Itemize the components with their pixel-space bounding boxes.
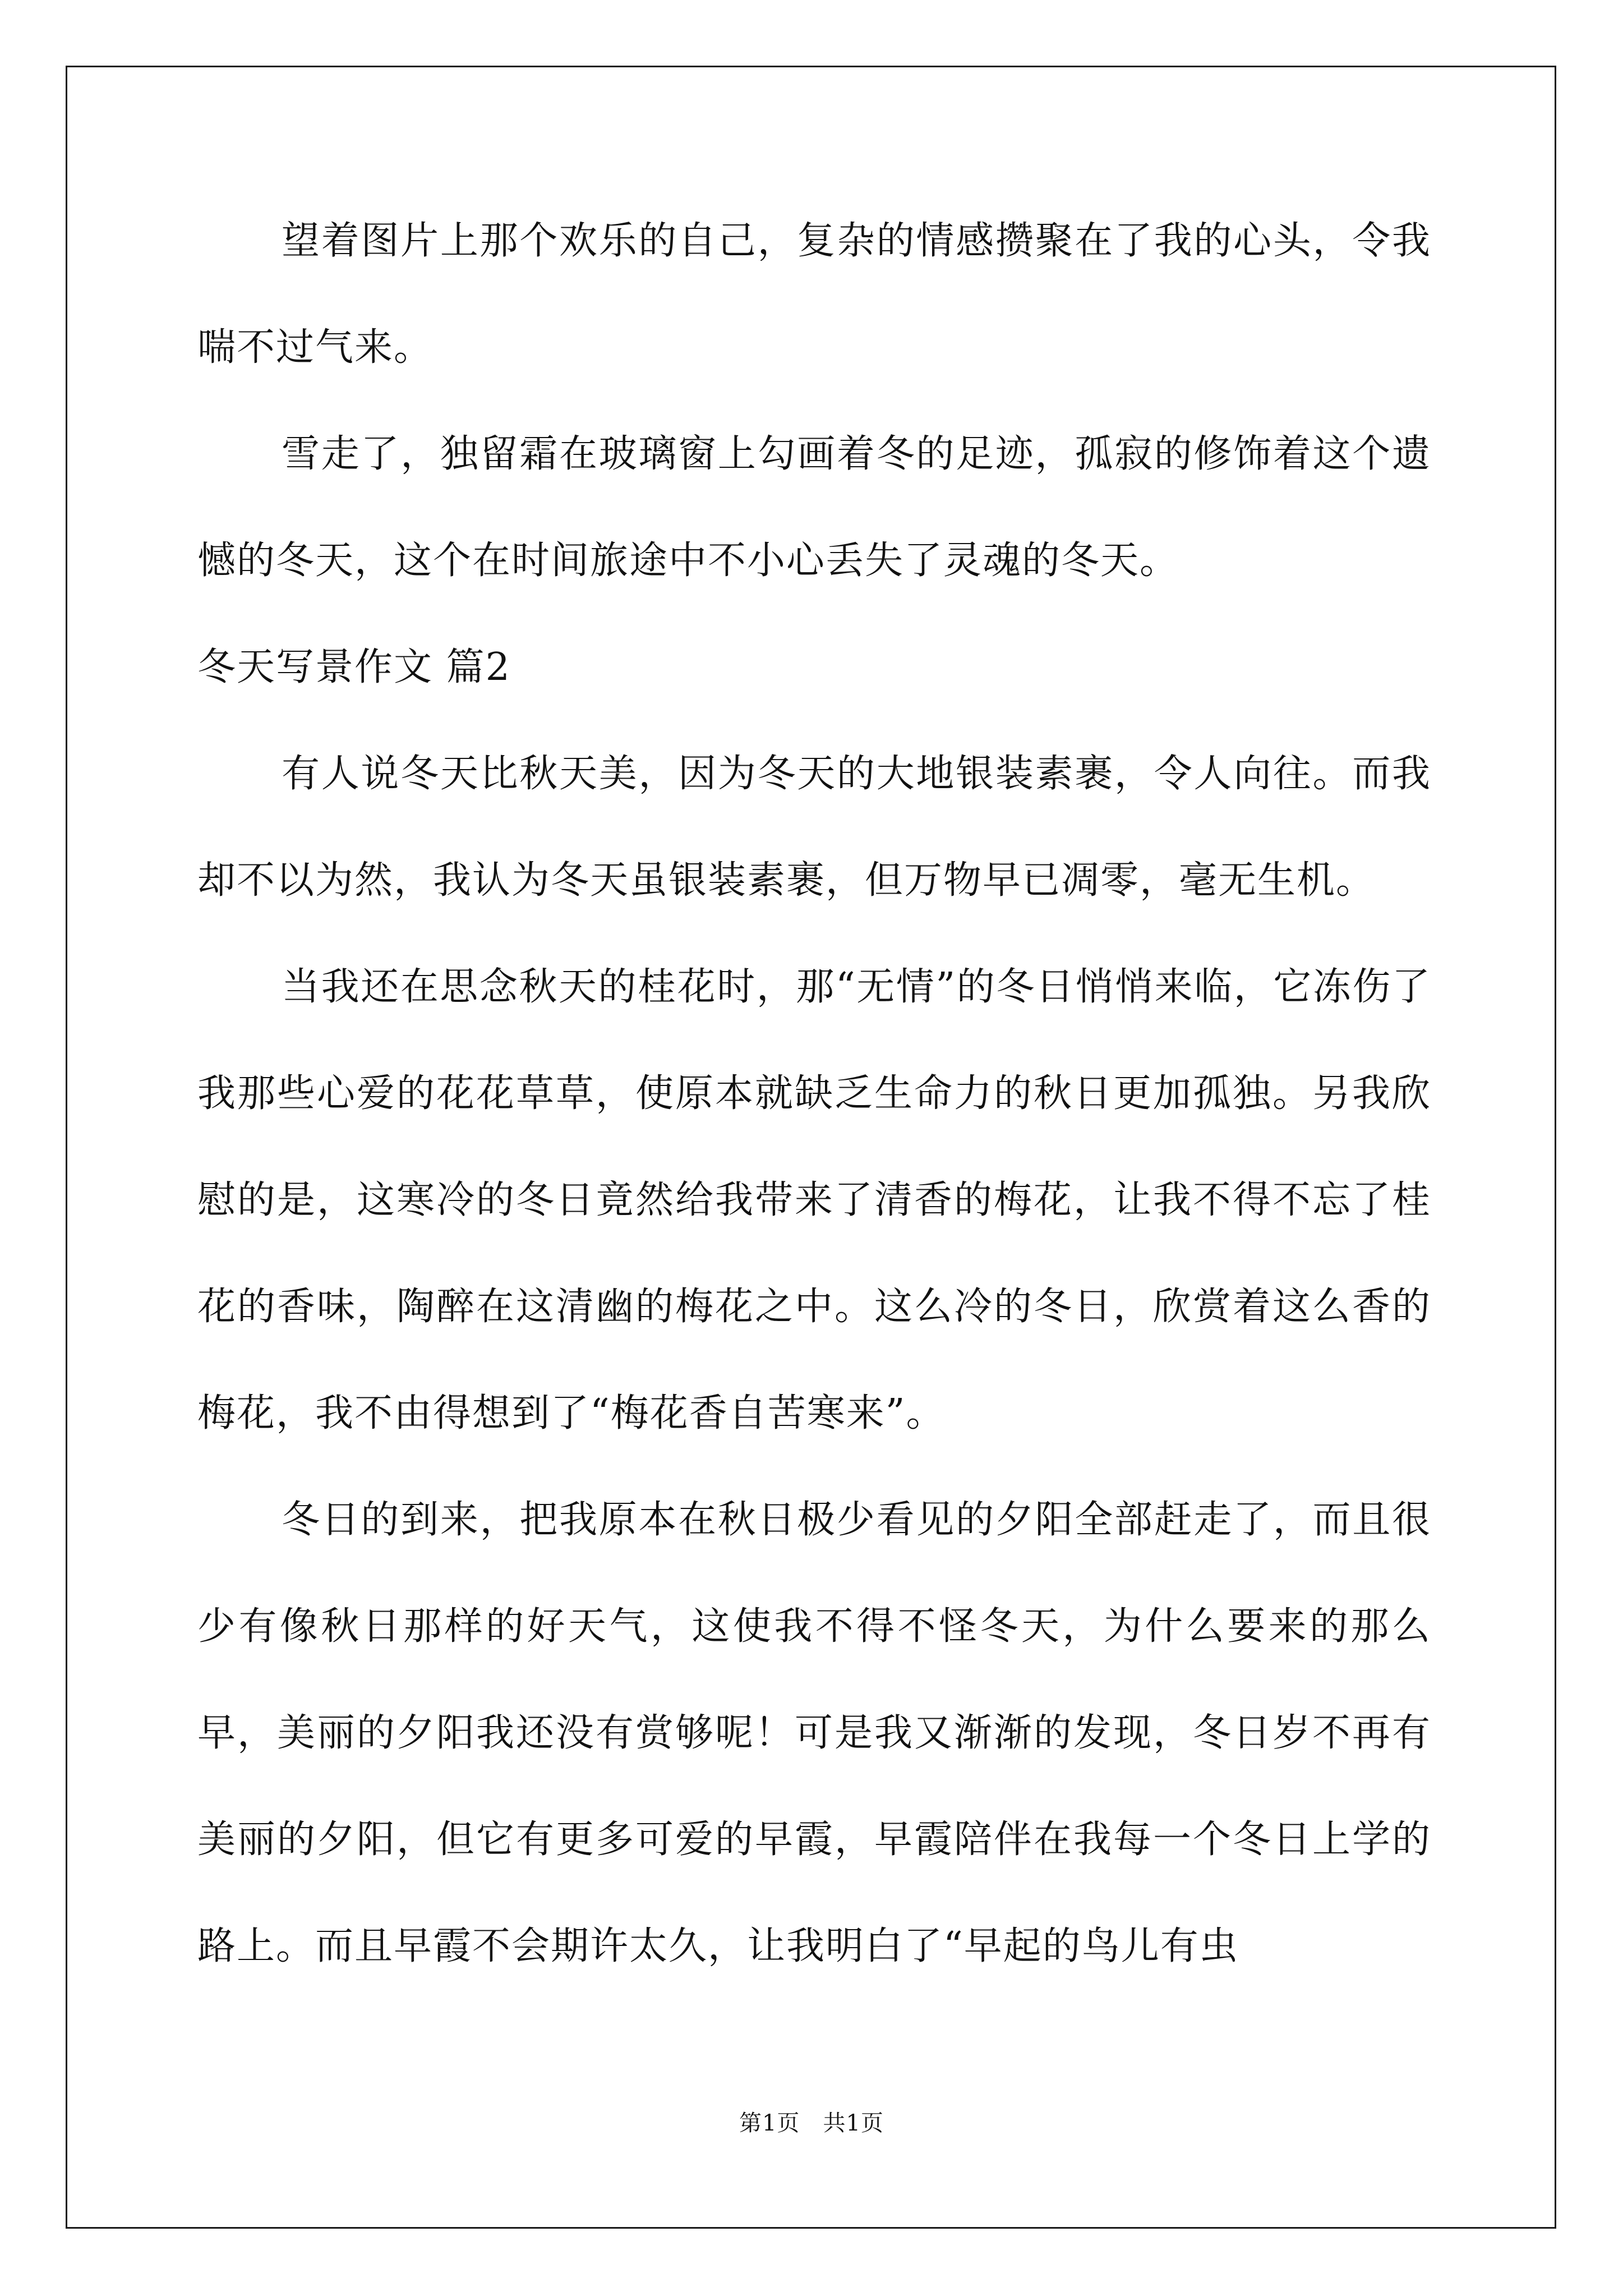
paragraph: 冬日的到来，把我原本在秋日极少看见的夕阳全部赶走了，而且很少有像秋日那样的好天气，这使我不得不怪冬天，为什么要来的那么早，美丽的夕阳我还没有赏够呢！可是我又渐渐的发现，冬日岁不再有美丽的夕阳，但它有更多可爱的早霞，早霞陪伴在我每一个冬日上学的路上。而且早霞不会期许太久，让我明白了“早起的鸟儿有虫 bbox=[197, 1498, 1431, 1968]
page-number-footer: 第1页 共1页 bbox=[739, 2110, 884, 2136]
paragraph: 有人说冬天比秋天美，因为冬天的大地银装素裹，令人向往。而我却不以为然，我认为冬天虽银装素裹，但万物早已凋零，毫无生机。 bbox=[197, 752, 1431, 903]
paragraph: 雪走了，独留霜在玻璃窗上勾画着冬的足迹，孤寂的修饰着这个遗憾的冬天，这个在时间旅途中不小心丢失了灵魂的冬天。 bbox=[197, 432, 1431, 583]
section-heading: 冬天写景作文 篇2 bbox=[197, 645, 511, 689]
document-body bbox=[197, 188, 1431, 2000]
paragraph: 当我还在思念秋天的桂花时，那“无情”的冬日悄悄来临，它冻伤了我那些心爱的花花草草，使原本就缺乏生命力的秋日更加孤独。另我欣慰的是，这寒冷的冬日竟然给我带来了清香的梅花，让我不得不忘了桂花的香味，陶醉在这清幽的梅花之中。这么冷的冬日，欣赏着这么香的梅花，我不由得想到了“梅花香自苦寒来”。 bbox=[197, 965, 1431, 1435]
paragraph: 望着图片上那个欢乐的自己，复杂的情感攒聚在了我的心头，令我喘不过气来。 bbox=[197, 219, 1431, 370]
